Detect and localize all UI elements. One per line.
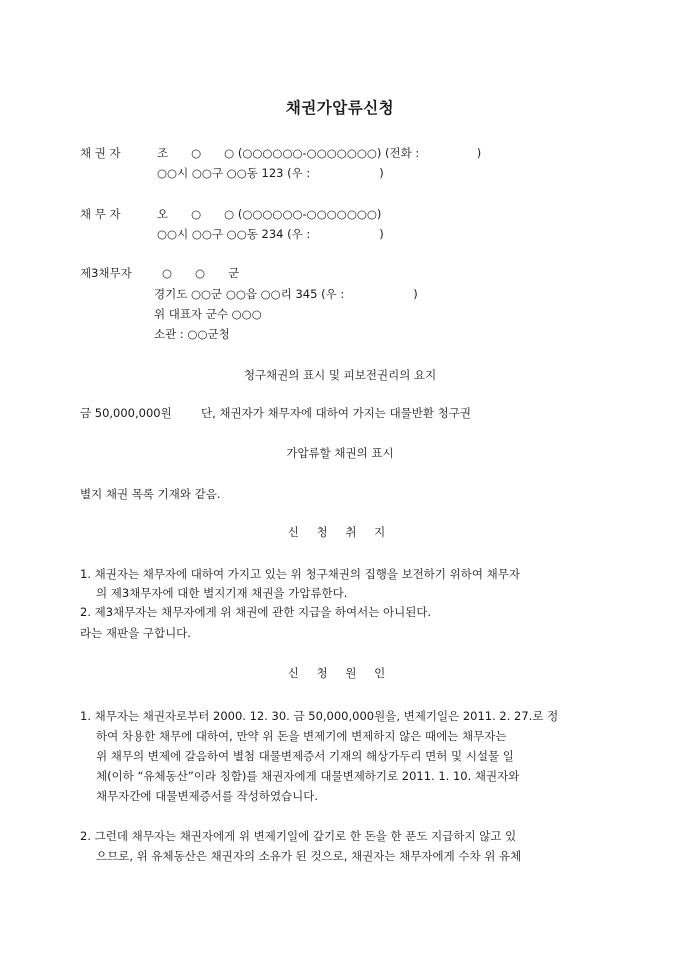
purpose-line: 2. 제3채무자는 채무자에게 위 채권에 관한 지급을 하여서는 아니된다. <box>80 605 432 619</box>
creditor-label: 채 권 자 <box>80 146 121 160</box>
seizure-description: 별지 채권 목록 기재와 같음. <box>80 487 221 501</box>
reason-heading: 신 청 원 인 <box>287 666 393 680</box>
creditor-address: ○○시 ○○구 ○○동 123 (우 : ) <box>157 166 384 180</box>
third-debtor-label: 제3채무자 <box>80 266 132 280</box>
purpose-line: 1. 채권자는 채무자에 대하여 가지고 있는 위 청구채권의 집행을 보전하기 위하여 채무자 <box>80 567 520 581</box>
debtor-address: ○○시 ○○구 ○○동 234 (우 : ) <box>157 227 384 241</box>
reason-line: 채무자간에 대물변제증서를 작성하였습니다. <box>96 789 319 803</box>
reason-line: 1. 채무자는 채권자로부터 2000. 12. 30. 금 50,000,000원을, 변제기일은 2011. 2. 27.로 정 <box>80 709 559 723</box>
claim-heading: 청구채권의 표시 및 피보전권리의 요지 <box>243 368 437 382</box>
claim-description: 단, 채권자가 채무자에 대하여 가지는 대물반환 청구권 <box>201 406 471 420</box>
reason-line: 2. 그런데 채무자는 채권자에게 위 변제기일에 갚기로 한 돈을 한 푼도 지급하지 않고 있 <box>80 829 517 843</box>
purpose-line: 의 제3채무자에 대한 별지기재 채권을 가압류한다. <box>96 586 348 600</box>
third-debtor-jurisdiction: 소관 : ○○군청 <box>154 327 230 341</box>
reason-line: 으므로, 위 유체동산은 채권자의 소유가 된 것으로, 채권자는 채무자에게 수차 위 유체 <box>96 849 522 863</box>
seizure-heading: 가압류할 채권의 표시 <box>286 446 394 460</box>
reason-line: 하여 차용한 채무에 대하여, 만약 위 돈을 변제기에 변제하지 않은 때에는 채무자는 <box>96 729 507 743</box>
claim-amount: 금 50,000,000원 <box>80 406 172 420</box>
creditor-name-line: 조 ○ ○ (○○○○○○-○○○○○○○) (전화 : ) <box>157 146 482 160</box>
third-debtor-name-line: ○ ○ 군 <box>162 266 240 280</box>
purpose-heading: 신 청 취 지 <box>287 525 393 539</box>
reason-line: 체(이하 “유체동산”이라 칭함)를 채권자에게 대물변제하기로 2011. 1. 10. 채권자와 <box>96 769 520 783</box>
document-title: 채권가압류신청 <box>285 99 395 117</box>
reason-line: 위 채무의 변제에 갈음하여 별첨 대물변제증서 기재의 해상가두리 면허 및 시설물 일 <box>96 749 514 763</box>
third-debtor-representative: 위 대표자 군수 ○○○ <box>154 307 262 321</box>
debtor-label: 채 무 자 <box>80 207 121 221</box>
purpose-line: 라는 재판을 구합니다. <box>80 626 191 640</box>
third-debtor-address: 경기도 ○○군 ○○읍 ○○리 345 (우 : ) <box>154 287 418 301</box>
debtor-name-line: 오 ○ ○ (○○○○○○-○○○○○○○) <box>157 207 382 221</box>
